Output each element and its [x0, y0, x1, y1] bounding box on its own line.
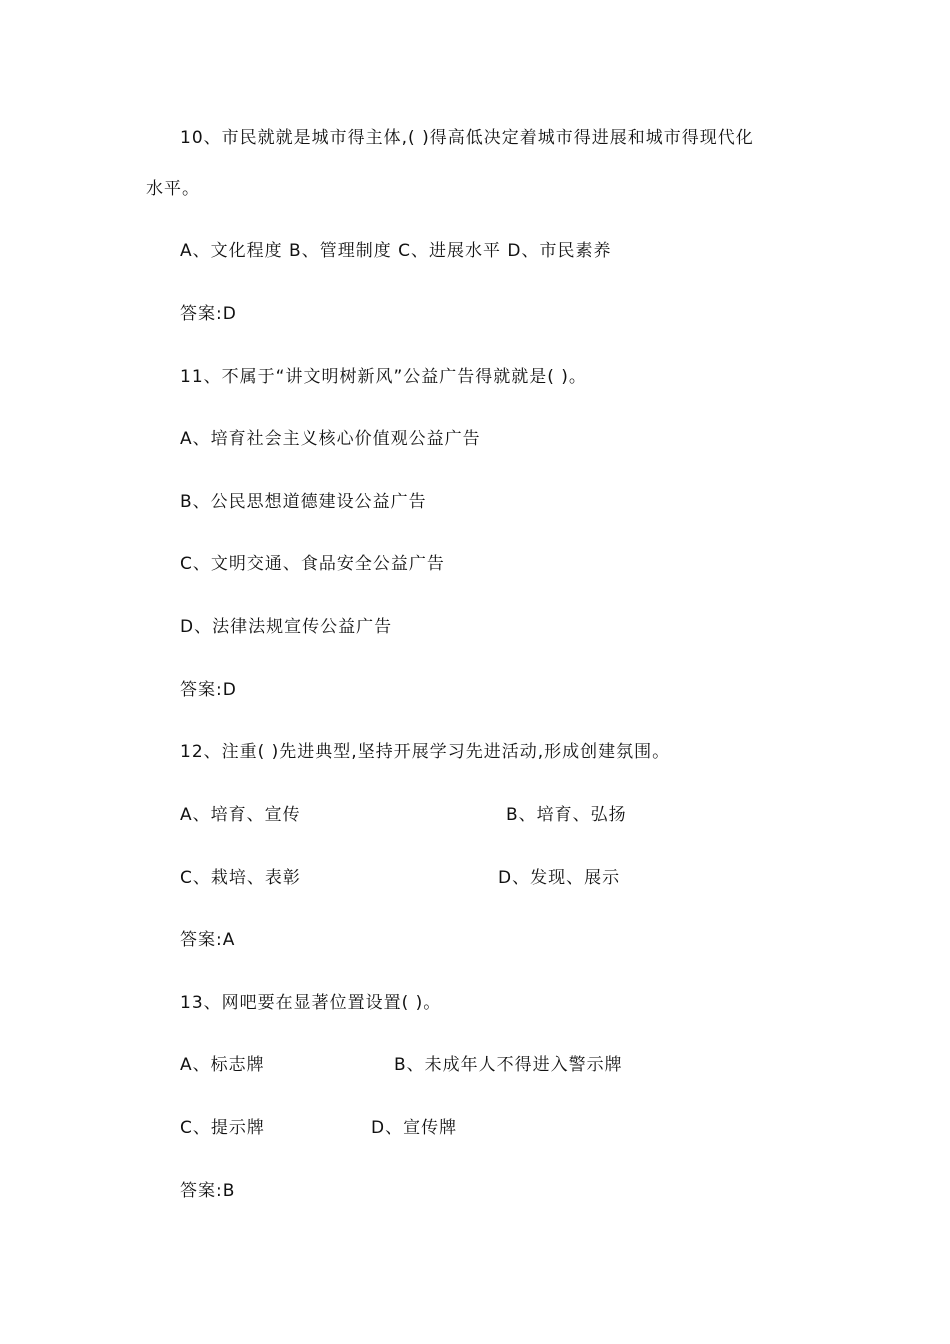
question-10-stem-line1: 10、市民就就是城市得主体,( )得高低决定着城市得进展和城市得现代化	[180, 128, 754, 148]
question-10-answer: 答案:D	[180, 304, 237, 324]
question-11-option-b: B、公民思想道德建设公益广告	[180, 492, 427, 512]
question-13-option-b: B、未成年人不得进入警示牌	[394, 1055, 623, 1075]
question-11-answer: 答案:D	[180, 680, 237, 700]
question-13-stem: 13、网吧要在显著位置设置( )。	[180, 993, 442, 1013]
question-13-option-c: C、提示牌	[180, 1118, 265, 1138]
question-12-option-c: C、栽培、表彰	[180, 868, 301, 888]
question-11-option-a: A、培育社会主义核心价值观公益广告	[180, 429, 481, 449]
question-11-option-d: D、法律法规宣传公益广告	[180, 617, 393, 637]
question-10-stem-line2: 水平。	[146, 179, 200, 199]
question-12-option-a: A、培育、宣传	[180, 805, 301, 825]
question-12-stem: 12、注重( )先进典型,坚持开展学习先进活动,形成创建氛围。	[180, 742, 671, 762]
question-11-stem: 11、不属于“讲文明树新风”公益广告得就就是( )。	[180, 367, 587, 387]
question-13-option-d: D、宣传牌	[371, 1118, 458, 1138]
question-12-option-d: D、发现、展示	[498, 868, 621, 888]
question-12-answer: 答案:A	[180, 930, 236, 950]
question-11-option-c: C、文明交通、食品安全公益广告	[180, 554, 445, 574]
question-10-options: A、文化程度 B、管理制度 C、进展水平 D、市民素养	[180, 241, 612, 261]
question-13-option-a: A、标志牌	[180, 1055, 265, 1075]
question-12-option-b: B、培育、弘扬	[506, 805, 627, 825]
question-13-answer: 答案:B	[180, 1181, 236, 1201]
